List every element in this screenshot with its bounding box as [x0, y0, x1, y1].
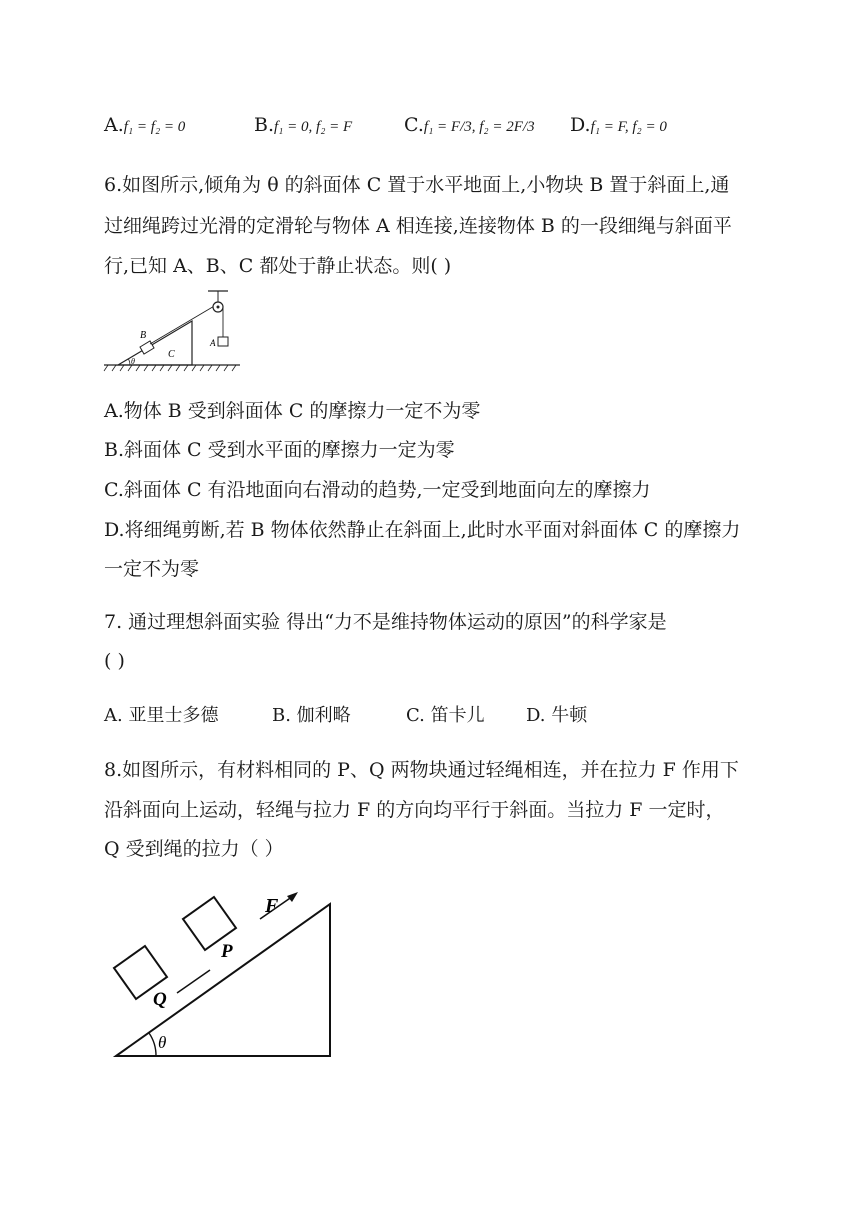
q6-option-c: C.斜面体 C 有沿地面向右滑动的趋势,一定受到地面向左的摩擦力 — [104, 479, 651, 501]
q8-label-p: P — [221, 941, 233, 962]
q8-stem-line2: 沿斜面向上运动，轻绳与拉力 F 的方向均平行于斜面。当拉力 F 一定时， — [104, 799, 725, 821]
q7-option-d: D. 牛顿 — [526, 705, 588, 726]
q6-stem-line1: 6.如图所示,倾角为 θ 的斜面体 C 置于水平地面上,小物块 B 置于斜面上,通 — [104, 174, 730, 196]
q8-label-theta: θ — [158, 1033, 167, 1052]
q5-option-b: B.f₁ = 0, f₂ = F — [254, 114, 353, 136]
q7-stem-line2: ( ) — [104, 650, 125, 672]
q6-label-theta: θ — [131, 357, 135, 366]
q6-stem-line2: 过细绳跨过光滑的定滑轮与物体 A 相连接,连接物体 B 的一段细绳与斜面平 — [104, 215, 732, 237]
q8-figure — [110, 888, 350, 1063]
q8-stem-line3: Q 受到绳的拉力（ ） — [104, 838, 284, 860]
q8-label-f: F — [265, 895, 279, 917]
q6-label-a: A — [210, 338, 216, 348]
q6-option-d-line1: D.将细绳剪断,若 B 物体依然静止在斜面上,此时水平面对斜面体 C 的摩擦力 — [104, 519, 741, 541]
q6-label-b: B — [140, 330, 147, 341]
q6-incline — [118, 321, 192, 365]
q6-stem-line3: 行,已知 A、B、C 都处于静止状态。则( ) — [104, 255, 452, 277]
q5-option-a: A.f₁ = f₂ = 0 — [104, 114, 186, 136]
q7-option-a: A. 亚里士多德 — [104, 705, 219, 726]
q6-option-a: A.物体 B 受到斜面体 C 的摩擦力一定不为零 — [104, 400, 481, 422]
q6-label-c: C — [168, 349, 175, 360]
q8-stem-line1: 8.如图所示，有材料相同的 P、Q 两物块通过轻绳相连，并在拉力 F 作用下 — [104, 759, 739, 781]
q8-label-q: Q — [153, 989, 167, 1010]
q7-option-c: C. 笛卡儿 — [406, 705, 485, 726]
q6-option-b: B.斜面体 C 受到水平面的摩擦力一定为零 — [104, 439, 455, 461]
q5-option-d: D.f₁ = F, f₂ = 0 — [570, 114, 667, 136]
q7-option-b: B. 伽利略 — [272, 705, 351, 726]
q7-stem-line1: 7. 通过理想斜面实验 得出“力不是维持物体运动的原因”的科学家是 — [104, 611, 667, 633]
q6-figure — [100, 285, 250, 375]
q6-block-a — [218, 337, 228, 346]
q5-option-c: C.f₁ = F/3, f₂ = 2F/3 — [404, 114, 535, 136]
q6-option-d-line2: 一定不为零 — [104, 558, 200, 580]
